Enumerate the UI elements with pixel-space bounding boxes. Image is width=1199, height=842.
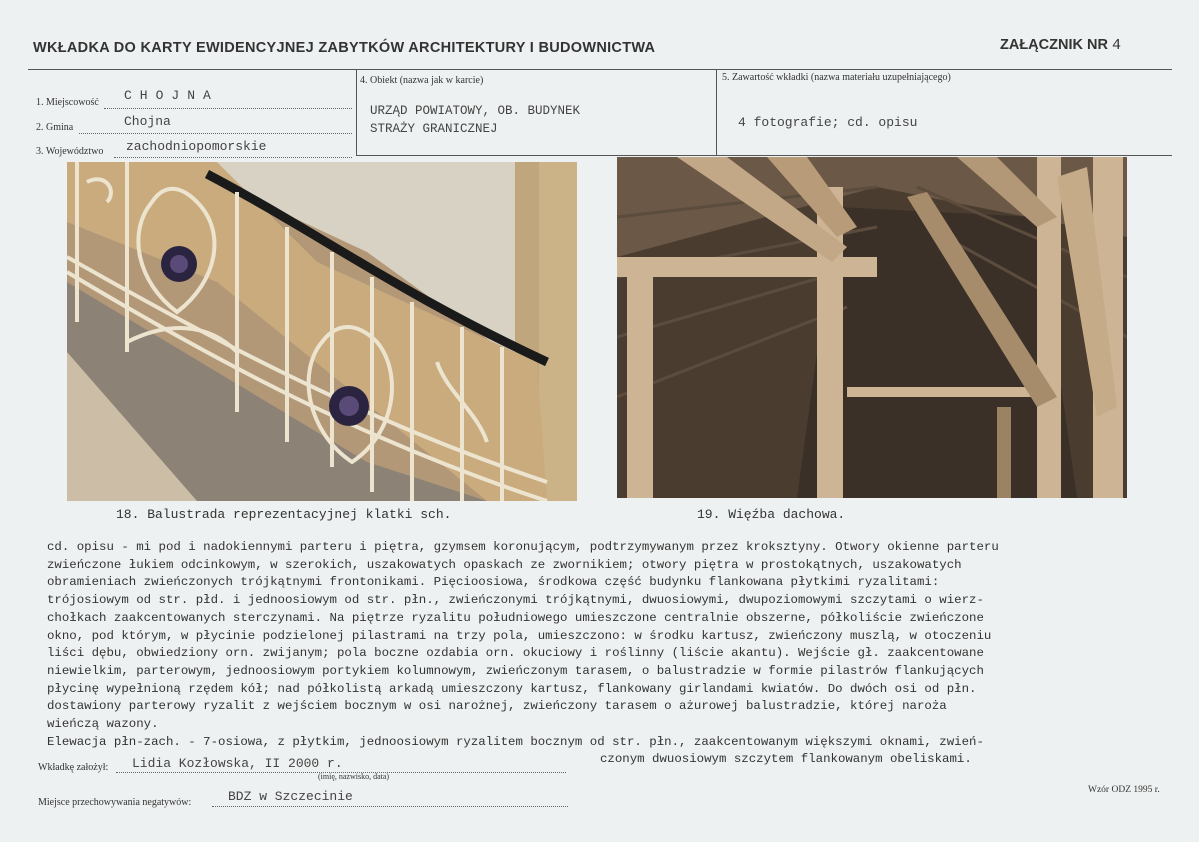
wojewodztwo-line (114, 157, 352, 158)
obiekt-label-text: 4. Obiekt (360, 75, 398, 86)
zalozyl-label: Wkładkę założył: (38, 762, 109, 773)
description-line: obramieniach zwieńczonych trójkątnymi frontonikami. Pięcioosiowa, środkowa część budynku flankowana płytkimi ryzalitami: (47, 575, 940, 590)
description-line: zwieńczone łukiem odcinkowym, w szerokich, uszakowatych opaskach ze zwornikiem; otwory piętra w prostokątnych, uszakowatych (47, 557, 962, 572)
balustrade-image (67, 162, 577, 501)
description-line: chołkach zaakcentowanych sterczynami. Na piętrze ryzalitu południowego umieszczone centralnie obszerne, półkoliście zwieńczone (47, 610, 984, 625)
description-line: wieńczą wazony. (47, 717, 159, 732)
divider-2 (716, 69, 717, 156)
wojewodztwo-value: zachodniopomorskie (126, 139, 267, 154)
attachment-label: ZAŁĄCZNIK NR (1000, 37, 1108, 53)
description-line: liści dębu, obwiedziony orn. zwijanym; pola boczne ozdabia orn. okuciowy i roślinny (liście akantu). Wejście gł. zaakcentowane (47, 646, 984, 661)
description-line: cd. opisu - mi pod i nadokiennymi parteru i piętra, gzymsem koronującym, podtrzymywanym przez kroksztyny. Otwory okienne parteru (47, 540, 999, 554)
attachment-value: 4 (1111, 37, 1121, 54)
photo-balustrade (67, 162, 577, 501)
obiekt-line-2: STRAŻY GRANICZNEJ (370, 122, 498, 136)
obiekt-line-1: URZĄD POWIATOWY, OB. BUDYNEK (370, 104, 581, 118)
wojewodztwo-label: 3. Województwo (36, 146, 104, 157)
fields-rule (356, 155, 1172, 156)
description-line: dostawiony parterowy ryzalit z wejściem bocznym w osi narożnej, zwieńczony tarasem o ażurowej balustradzie, której naroża (47, 699, 947, 714)
roof-truss-image (617, 157, 1127, 498)
obiekt-label (360, 75, 483, 86)
description-line: płycinę wypełnioną rzędem kół; nad półkolistą arkadą umieszczony kartusz, flankowany girlandami kwiatów. Do dwóch osi od płn. (47, 681, 977, 696)
photo-roof-truss (617, 157, 1127, 498)
divider-1 (356, 69, 357, 156)
obiekt-hint: (nazwa jak w karcie) (399, 75, 484, 86)
description-line: trójosiowym od str. płd. i jednoosiowym od str. płn., zwieńczonymi trójkątnymi, dwuosiowymi, dwupoziomowymi szczytami o wierz- (47, 593, 984, 608)
miejscowosc-line (104, 108, 352, 109)
gmina-value: Chojna (124, 114, 171, 129)
negatywy-label: Miejsce przechowywania negatywów: (38, 797, 192, 808)
negatywy-value: BDZ w Szczecinie (228, 789, 353, 804)
zawartosc-value: 4 fotografie; cd. opisu (738, 115, 918, 130)
negatywy-line (212, 806, 568, 807)
caption-photo-19: 19. Więźba dachowa. (697, 507, 846, 522)
zalozyl-value: Lidia Kozłowska, II 2000 r. (132, 756, 343, 771)
zalozyl-hint: (imię, nazwisko, data) (318, 772, 390, 781)
caption-photo-18: 18. Balustrada reprezentacyjnej klatki sch. (116, 507, 452, 522)
description-line: Elewacja płn-zach. - 7-osiowa, z płytkim, jednoosiowym ryzalitem bocznym od str. płn., zaakcentowanym większymi oknami, zwień- (47, 734, 984, 749)
zawartosc-label (722, 72, 951, 83)
description-line: okno, pod którym, w płycinie podzielonej pilastrami na trzy pola, umieszczono: w środku kartusz, zwieńczony muszlą, w otoczeniu (47, 628, 992, 643)
zawartosc-hint: (nazwa materiału uzupełniającego) (810, 72, 951, 83)
description-text (47, 539, 1137, 769)
zawartosc-label-text: 5. Zawartość wkładki (722, 72, 809, 83)
gmina-line (79, 133, 352, 134)
miejscowosc-value: CHOJNA (124, 88, 219, 103)
attachment-number (1000, 37, 1121, 54)
gmina-label: 2. Gmina (36, 122, 74, 133)
card-title: WKŁADKA DO KARTY EWIDENCYJNEJ ZABYTKÓW ARCHITEKTURY I BUDOWNICTWA (33, 40, 656, 56)
miejscowosc-label: 1. Miejscowość (36, 97, 99, 108)
description-line: niewielkim, parterowym, jednoosiowym portykiem kolumnowym, zwieńczonym tarasem, o balustradzie w formie pilastrów flankujących (47, 663, 984, 678)
header-rule (28, 69, 1172, 70)
form-model: Wzór ODZ 1995 r. (1088, 785, 1160, 795)
description-line: czonym dwuosiowym szczytem flankowanym obeliskami. (600, 752, 972, 767)
